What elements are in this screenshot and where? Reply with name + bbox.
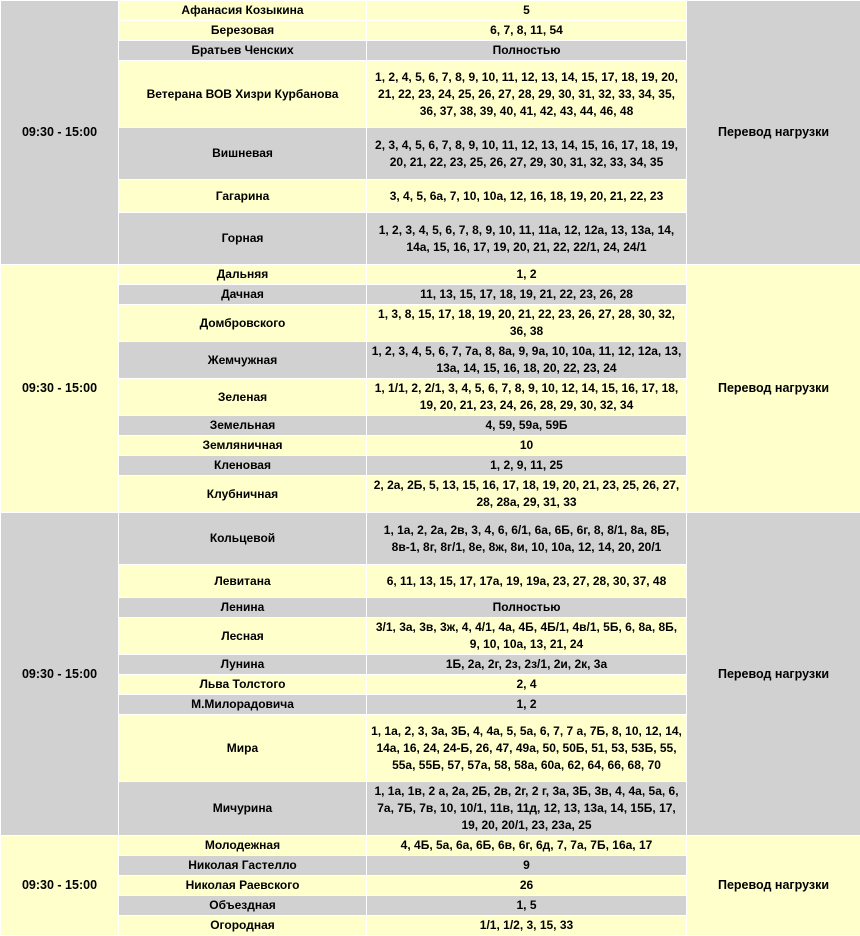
street-cell: Левитана xyxy=(119,565,367,598)
houses-cell: 4, 4Б, 5а, 6а, 6Б, 6в, 6г, 6д, 7, 7а, 7Б, 16а, 17 xyxy=(367,836,687,856)
street-cell: Дальняя xyxy=(119,265,367,285)
street-cell: Николая Гастелло xyxy=(119,856,367,876)
houses-cell: 1, 2, 9, 11, 25 xyxy=(367,456,687,476)
houses-cell: 3/1, 3а, 3в, 3ж, 4, 4/1, 4а, 4Б, 4Б/1, 4в/1, 5Б, 6, 8а, 8Б, 9, 10, 10а, 13, 21, 24 xyxy=(367,618,687,655)
houses-cell: 2, 3, 4, 5, 6, 7, 8, 9, 10, 11, 12, 13, 14, 15, 16, 17, 18, 19, 20, 21, 22, 23, 25, 26, 27, 29, 30, 31, 32, 33, 34, 35 xyxy=(367,128,687,180)
houses-cell: 1, 2 xyxy=(367,265,687,285)
houses-cell: 1, 5 xyxy=(367,896,687,916)
table-row xyxy=(1,265,860,285)
street-cell: Лесная xyxy=(119,618,367,655)
street-cell: Афанасия Козыкина xyxy=(119,1,367,21)
houses-cell: 1, 1а, 1в, 2 а, 2а, 2Б, 2в, 2г, 2 г, 3а, 3Б, 3в, 4, 4а, 5а, 6, 7а, 7Б, 7в, 10, 10/1, 11в, 11д, 12, 13, 13а, 14, 15Б, 17, 19, 20, 20/1, 23, 23а, 25 xyxy=(367,782,687,836)
houses-cell: 11, 13, 15, 17, 18, 19, 21, 22, 23, 26, 28 xyxy=(367,285,687,305)
street-cell: Гагарина xyxy=(119,180,367,213)
street-cell: Ленина xyxy=(119,598,367,618)
street-cell: Ветерана ВОВ Хизри Курбанова xyxy=(119,61,367,128)
table-row xyxy=(1,1,860,21)
street-cell: Земельная xyxy=(119,416,367,436)
street-cell: Молодежная xyxy=(119,836,367,856)
street-cell: Огородная xyxy=(119,916,367,936)
street-cell: Льва Толстого xyxy=(119,675,367,695)
houses-cell: 1, 1а, 2, 3, 3а, 3Б, 4, 4а, 5, 5а, 6, 7, 7 а, 7Б, 8, 10, 12, 14, 14а, 16, 24, 24-Б, 26, 47, 49а, 50, 50Б, 51, 53, 53Б, 55, 55а, 55Б, 57, 57а, 58, 58а, 60а, 62, 64, 66, 68, 70 xyxy=(367,715,687,782)
houses-cell: 10 xyxy=(367,436,687,456)
table-row xyxy=(1,836,860,856)
schedule-body xyxy=(1,1,860,936)
houses-cell: 1, 2 xyxy=(367,695,687,715)
note-cell: Перевод нагрузки xyxy=(687,1,860,265)
houses-cell: 6, 11, 13, 15, 17, 17а, 19, 19а, 23, 27, 28, 30, 37, 48 xyxy=(367,565,687,598)
street-cell: Николая Раевского xyxy=(119,876,367,896)
time-cell: 09:30 - 15:00 xyxy=(1,265,119,513)
houses-cell: 9 xyxy=(367,856,687,876)
street-cell: Братьев Ченских xyxy=(119,41,367,61)
houses-cell: 2, 2а, 2Б, 5, 13, 15, 16, 17, 18, 19, 20, 21, 23, 25, 26, 27, 28, 28а, 29, 31, 33 xyxy=(367,476,687,513)
houses-cell: 1, 1/1, 2, 2/1, 3, 4, 5, 6, 7, 8, 9, 10, 12, 14, 15, 16, 17, 18, 19, 20, 21, 23, 24, 26, 28, 29, 30, 32, 34 xyxy=(367,379,687,416)
time-cell: 09:30 - 15:00 xyxy=(1,513,119,836)
note-cell: Перевод нагрузки xyxy=(687,265,860,513)
houses-cell: 1, 2, 4, 5, 6, 7, 8, 9, 10, 11, 12, 13, 14, 15, 17, 18, 19, 20, 21, 22, 23, 24, 25, 26, 27, 28, 29, 30, 31, 32, 33, 34, 35, 36, 37, 38, 39, 40, 41, 42, 43, 44, 46, 48 xyxy=(367,61,687,128)
houses-cell: 1, 2, 3, 4, 5, 6, 7, 8, 9, 10, 11, 11а, 12, 12а, 13, 13а, 14, 14а, 15, 16, 17, 19, 20, 21, 22, 22/1, 24, 24/1 xyxy=(367,213,687,265)
houses-cell: 1/1, 1/2, 3, 15, 33 xyxy=(367,916,687,936)
street-cell: Мичурина xyxy=(119,782,367,836)
houses-cell: 3, 4, 5, 6а, 7, 10, 10а, 12, 16, 18, 19, 20, 21, 22, 23 xyxy=(367,180,687,213)
houses-cell: 1, 2, 3, 4, 5, 6, 7, 7а, 8, 8а, 9, 9а, 10, 10а, 11, 12, 12а, 13, 13а, 14, 15, 16, 18, 20, 22, 23, 24 xyxy=(367,342,687,379)
houses-cell: 1, 3, 8, 15, 17, 18, 19, 20, 21, 22, 23, 26, 27, 28, 30, 32, 36, 38 xyxy=(367,305,687,342)
note-cell: Перевод нагрузки xyxy=(687,513,860,836)
houses-cell: 26 xyxy=(367,876,687,896)
street-cell: Горная xyxy=(119,213,367,265)
time-cell: 09:30 - 15:00 xyxy=(1,836,119,936)
note-cell: Перевод нагрузки xyxy=(687,836,860,936)
street-cell: Жемчужная xyxy=(119,342,367,379)
street-cell: Объездная xyxy=(119,896,367,916)
houses-cell: 1, 1а, 2, 2а, 2в, 3, 4, 6, 6/1, 6а, 6Б, 6г, 8, 8/1, 8а, 8Б, 8в-1, 8г, 8г/1, 8е, 8ж, 8и, 10, 10а, 12, 14, 20, 20/1 xyxy=(367,513,687,565)
street-cell: Лунина xyxy=(119,655,367,675)
table-row xyxy=(1,513,860,565)
street-cell: Клубничная xyxy=(119,476,367,513)
street-cell: Мира xyxy=(119,715,367,782)
street-cell: Зеленая xyxy=(119,379,367,416)
street-cell: Березовая xyxy=(119,21,367,41)
street-cell: Домбровского xyxy=(119,305,367,342)
street-cell: Дачная xyxy=(119,285,367,305)
houses-cell: Полностью xyxy=(367,41,687,61)
houses-cell: 2, 4 xyxy=(367,675,687,695)
street-cell: Земляничная xyxy=(119,436,367,456)
street-cell: М.Милорадовича xyxy=(119,695,367,715)
houses-cell: 1Б, 2а, 2г, 2з, 2з/1, 2и, 2к, 3а xyxy=(367,655,687,675)
houses-cell: Полностью xyxy=(367,598,687,618)
houses-cell: 5 xyxy=(367,1,687,21)
time-cell: 09:30 - 15:00 xyxy=(1,1,119,265)
street-cell: Кленовая xyxy=(119,456,367,476)
street-cell: Вишневая xyxy=(119,128,367,180)
houses-cell: 4, 59, 59а, 59Б xyxy=(367,416,687,436)
street-cell: Кольцевой xyxy=(119,513,367,565)
houses-cell: 6, 7, 8, 11, 54 xyxy=(367,21,687,41)
